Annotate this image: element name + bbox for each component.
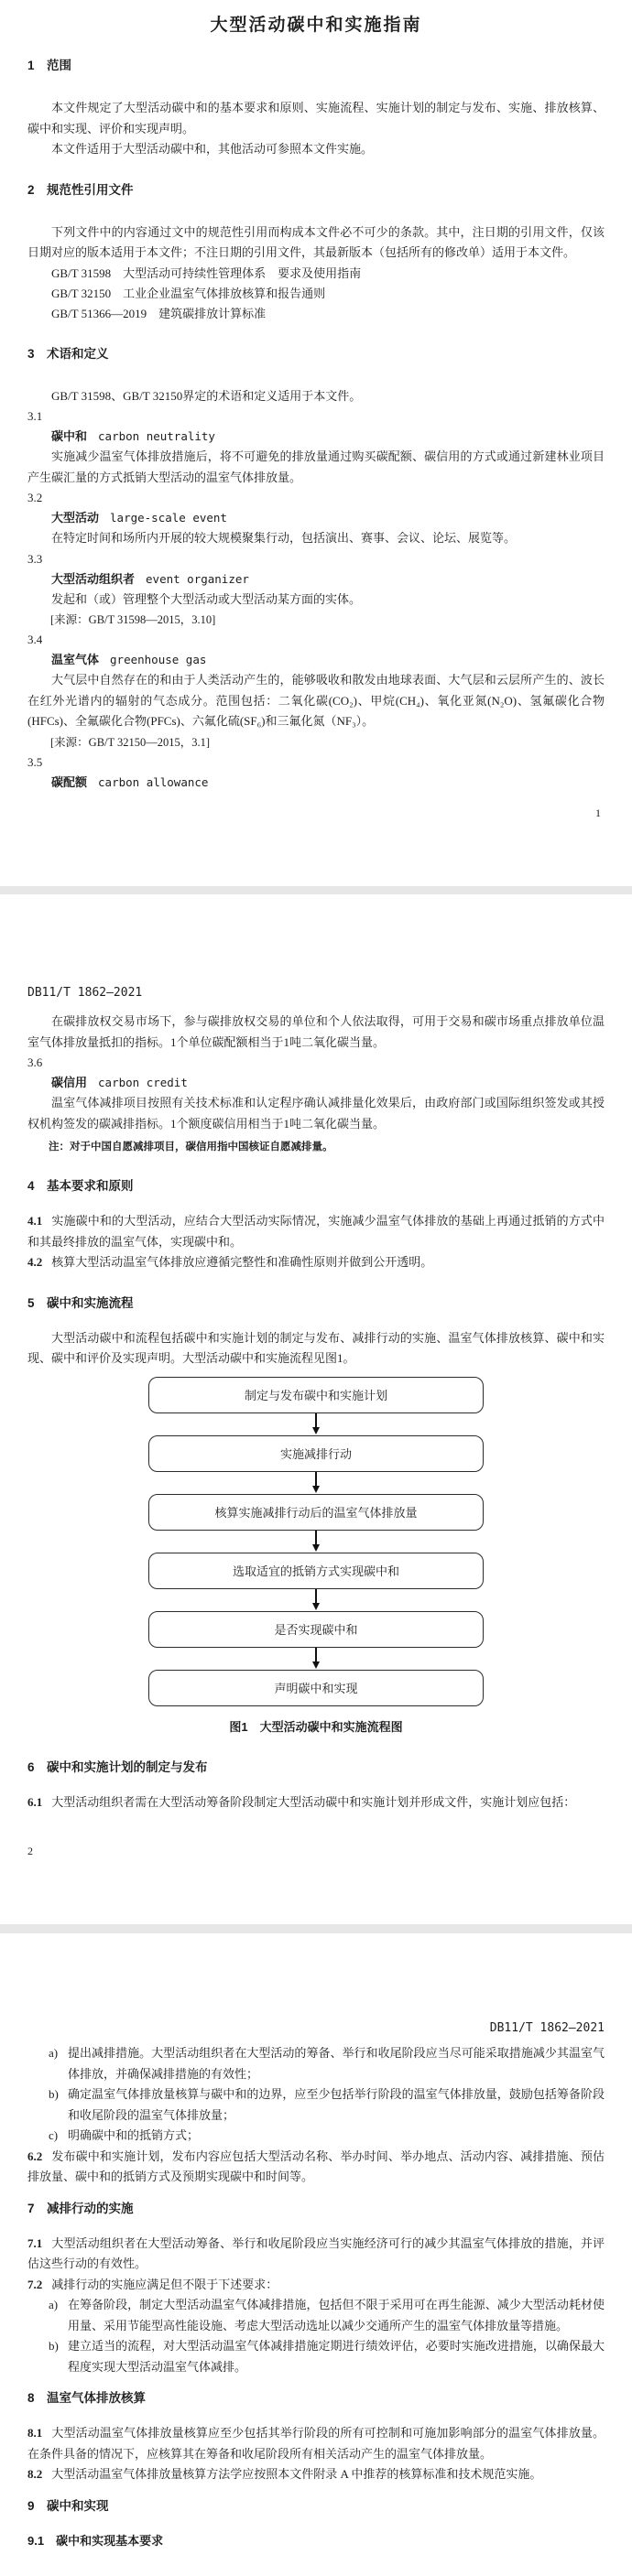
- flowchart-step: [148, 1377, 484, 1413]
- flow-arrow-down-icon: [312, 1648, 320, 1670]
- flow-arrow-down-icon: [312, 1531, 320, 1553]
- term-entry: [27, 1073, 605, 1093]
- term-source: [来源：GB/T 31598—2015，3.10]: [50, 613, 216, 626]
- flowchart-box: 是否实现碳中和: [148, 1611, 484, 1648]
- term-entry: [27, 427, 605, 447]
- reference-item: GB/T 31598 大型活动可持续性管理体系 要求及使用指南: [51, 265, 362, 280]
- reference-item: GB/T 32150 工业企业温室气体排放核算和报告通则: [51, 286, 326, 300]
- flowchart-step: [148, 1413, 484, 1472]
- term-definition: 大气层中自然存在的和由于人类活动产生的，能够吸收和散发由地球表面、大气层和云层所产生的、波长在红外光谱内的辐射的气态成分。范围包括：二氧化碳(CO₂)、甲烷(CH₄)、氧化亚氮(N₂O)、氢氟碳化合物(HFCs)、全氟碳化合物(PFCs)、六氟化硫(SF₆)和三氟化氮（NF₃）。: [27, 673, 605, 728]
- section-heading-terms: 3 术语和定义: [27, 346, 109, 361]
- list-text: 确定温室气体排放量核算与碳中和的边界，应至少包括举行阶段的温室气体排放量，鼓励包括筹备阶段和收尾阶段的温室气体排放量；: [68, 2087, 605, 2122]
- term-en: greenhouse gas: [110, 653, 207, 666]
- clause-number: 6.2: [27, 2148, 43, 2163]
- reference-item: GB/T 51366—2019 建筑碳排放计算标准: [51, 306, 267, 320]
- clause-text: 发布碳中和实施计划，发布内容应包括大型活动名称、举办时间、举办地点、活动内容、减排措施、预估排放量、碳中和的抵销方式及预期实现碳中和时间等。: [27, 2148, 605, 2183]
- clause-paragraph: [27, 1211, 605, 1252]
- flowchart-figure-1: [27, 1377, 605, 1706]
- clause-number: 4.2: [27, 1255, 43, 1269]
- clause-text: 大型活动温室气体排放量核算应至少包括其举行阶段的所有可控制和可施加影响部分的温室气体排放量。在条件具备的情况下，应核算其在筹备和收尾阶段所有相关活动产生的温室气体排放量。: [27, 2426, 605, 2461]
- term-entry: [27, 569, 605, 590]
- clause-number: 4.1: [27, 1214, 43, 1228]
- clause-text: 大型活动组织者在大型活动筹备、举行和收尾阶段应当实施经济可行的减少其温室气体排放的措施，并评估这些行动的有效性。: [27, 2235, 605, 2270]
- clause-paragraph: [27, 1252, 605, 1273]
- flow-arrow-down-icon: [312, 1413, 320, 1435]
- term-zh: 碳信用: [51, 1076, 88, 1089]
- clause-paragraph: [27, 2147, 605, 2188]
- page-number: 2: [27, 1845, 33, 1857]
- document-page-3: [0, 1933, 632, 2576]
- list-marker: a): [49, 2046, 59, 2060]
- list-item: [27, 2295, 605, 2336]
- list-marker: a): [49, 2298, 59, 2311]
- flowchart-step: [148, 1589, 484, 1648]
- clause-text: 大型活动组织者需在大型活动筹备阶段制定大型活动碳中和实施计划并形成文件，实施计划应包括：: [51, 1794, 576, 1809]
- list-marker: b): [49, 2087, 59, 2101]
- clause-number: 7.1: [27, 2235, 43, 2250]
- term-definition: 温室气体减排项目按照有关技术标准和认定程序确认减排量化效果后，由政府部门或国际组织签发或其授权机构签发的碳减排指标。1个额度碳信用相当于1吨二氧化碳当量。: [27, 1096, 605, 1131]
- page-header-standard-number: DB11/T 1862—2021: [489, 2021, 605, 2035]
- document-page-1: [0, 0, 632, 886]
- clause-paragraph: [27, 2275, 605, 2296]
- clause-paragraph: [27, 2464, 605, 2485]
- term-zh: 大型活动组织者: [51, 571, 136, 586]
- list-text: 建立适当的流程，对大型活动温室气体减排措施定期进行绩效评估，必要时实施改进措施，以确保最大程度实现大型活动温室气体减排。: [68, 2339, 605, 2374]
- term-definition: 实施减少温室气体排放措施后，将不可避免的排放量通过购买碳配额、碳信用的方式或通过新建林业项目产生碳汇量的方式抵销大型活动的温室气体排放量。: [27, 449, 605, 484]
- flowchart-box: 选取适宜的抵销方式实现碳中和: [148, 1553, 484, 1589]
- paragraph-references-intro: 下列文件中的内容通过文中的规范性引用而构成本文件必不可少的条款。其中，注日期的引用文件，仅该日期对应的版本适用于本文件；不注日期的引用文件，其最新版本（包括所有的修改单）适用于本文件。: [27, 224, 605, 259]
- flowchart-step: [148, 1648, 484, 1706]
- list-marker: c): [49, 2128, 59, 2142]
- ordered-letter-list: [27, 2043, 605, 2147]
- term-number: 3.4: [27, 633, 43, 646]
- reference-list: [27, 264, 605, 324]
- list-item: [27, 2043, 605, 2084]
- clause-text: 核算大型活动温室气体排放应遵循完整性和准确性原则并做到公开透明。: [51, 1255, 433, 1269]
- term-zh: 碳配额: [51, 774, 88, 789]
- clause-number: 8.2: [27, 2467, 43, 2481]
- list-item: [27, 2336, 605, 2377]
- clause-paragraph: [27, 2234, 605, 2275]
- term-source: [来源：GB/T 32150—2015，3.1]: [50, 735, 211, 749]
- paragraph-process-intro: 大型活动碳中和流程包括碳中和实施计划的制定与发布、减排行动的实施、温室气体排放核算、碳中和实现、碳中和评价及实现声明。大型活动碳中和实施流程见图1。: [27, 1330, 605, 1365]
- term-en: carbon neutrality: [98, 429, 215, 443]
- flowchart-box: 制定与发布碳中和实施计划: [148, 1377, 484, 1413]
- flowchart-step: [148, 1472, 484, 1531]
- document-page-2: [0, 894, 632, 1924]
- term-entry: [27, 773, 605, 793]
- term-entry: [27, 508, 605, 528]
- term-note: 注：对于中国自愿减排项目，碳信用指中国核证自愿减排量。: [49, 1142, 333, 1153]
- section-heading-carbon-neutrality-achievement: 9 碳中和实现: [27, 2498, 109, 2513]
- flow-arrow-down-icon: [312, 1472, 320, 1494]
- list-item: [27, 2084, 605, 2126]
- section-heading-basic-requirements: 4 基本要求和原则: [27, 1179, 134, 1193]
- list-marker: b): [49, 2339, 59, 2353]
- term-number: 3.2: [27, 491, 43, 504]
- list-text: 提出减排措施。大型活动组织者在大型活动的筹备、举行和收尾阶段应当尽可能采取措施减少其温室气体排放，并确保减排措施的有效性；: [68, 2046, 605, 2081]
- paragraph-scope-1: 本文件规定了大型活动碳中和的基本要求和原则、实施流程、实施计划的制定与发布、实施、排放核算、碳中和实现、评价和实现声明。: [27, 101, 605, 135]
- flow-arrow-down-icon: [312, 1589, 320, 1611]
- paragraph-terms-intro: GB/T 31598、GB/T 32150界定的术语和定义适用于本文件。: [51, 388, 362, 403]
- list-item: [27, 2126, 605, 2147]
- clause-paragraph: [27, 1792, 605, 1813]
- section-heading-emission-reduction: 7 减排行动的实施: [27, 2201, 134, 2215]
- document-title: 大型活动碳中和实施指南: [210, 16, 422, 35]
- ordered-letter-list: [27, 2295, 605, 2377]
- term-number: 3.3: [27, 551, 43, 566]
- clause-text: 大型活动温室气体排放量核算方法学应按照本文件附录 A 中推荐的核算标准和技术规范实施。: [51, 2467, 542, 2481]
- flowchart-box: 声明碳中和实现: [148, 1670, 484, 1706]
- section-heading-implementation-process: 5 碳中和实施流程: [27, 1295, 134, 1310]
- paragraph-scope-2: 本文件适用于大型活动碳中和，其他活动可参照本文件实施。: [51, 142, 374, 156]
- section-heading-normative-references: 2 规范性引用文件: [27, 182, 134, 197]
- clause-number: 7.2: [27, 2277, 43, 2291]
- term-zh: 碳中和: [51, 429, 88, 443]
- page-header-standard-number: DB11/T 1862—2021: [27, 986, 143, 1000]
- term-en: carbon allowance: [98, 774, 209, 789]
- flowchart-box: 实施减排行动: [148, 1435, 484, 1472]
- term-definition: 在碳排放权交易市场下，参与碳排放权交易的单位和个人依法取得，可用于交易和碳市场重点排放单位温室气体排放量抵扣的指标。1个单位碳配额相当于1吨二氧化碳当量。: [27, 1014, 605, 1049]
- term-zh: 大型活动: [51, 511, 100, 525]
- subsection-heading: 9.1 碳中和实现基本要求: [27, 2533, 164, 2548]
- list-text: 在筹备阶段，制定大型活动温室气体减排措施，包括但不限于采用可在再生能源、减少大型活动耗材使用量、采用节能型高性能设施、考虑大型活动选址以减少交通所产生的温室气体排放量等措施。: [68, 2298, 605, 2332]
- term-en: event organizer: [146, 571, 249, 586]
- clause-number: 6.1: [27, 1794, 43, 1809]
- section-heading-plan-development: 6 碳中和实施计划的制定与发布: [27, 1759, 208, 1774]
- clause-text: 实施碳中和的大型活动，应结合大型活动实际情况，实施减少温室气体排放的基础上再通过抵销的方式中和其最终排放的温室气体，实现碳中和。: [27, 1214, 605, 1249]
- page-separator: [0, 886, 632, 894]
- term-zh: 温室气体: [51, 653, 100, 666]
- term-number: 3.1: [27, 409, 43, 423]
- clause-paragraph: [27, 2423, 605, 2464]
- page-separator: [0, 1924, 632, 1933]
- section-heading-ghg-accounting: 8 温室气体排放核算: [27, 2391, 147, 2405]
- section-heading-scope: 1 范围: [27, 59, 72, 72]
- clause-text: 减排行动的实施应满足但不限于下述要求：: [51, 2277, 278, 2291]
- term-definition: 在特定时间和场所内开展的较大规模聚集行动，包括演出、赛事、会议、论坛、展览等。: [51, 531, 517, 545]
- term-number: 3.5: [27, 754, 43, 769]
- term-en: large-scale event: [110, 511, 227, 525]
- figure-caption: 图1 大型活动碳中和实施流程图: [229, 1719, 403, 1734]
- term-number: 3.6: [27, 1055, 43, 1069]
- flowchart-step: [148, 1531, 484, 1589]
- clause-number: 8.1: [27, 2426, 43, 2440]
- term-entry: [27, 650, 605, 670]
- term-definition: 发起和（或）管理整个大型活动或大型活动某方面的实体。: [51, 591, 362, 606]
- flowchart-box: 核算实施减排行动后的温室气体排放量: [148, 1494, 484, 1531]
- page-number: 1: [595, 806, 601, 819]
- term-en: carbon credit: [98, 1076, 188, 1089]
- list-text: 明确碳中和的抵销方式；: [68, 2128, 200, 2142]
